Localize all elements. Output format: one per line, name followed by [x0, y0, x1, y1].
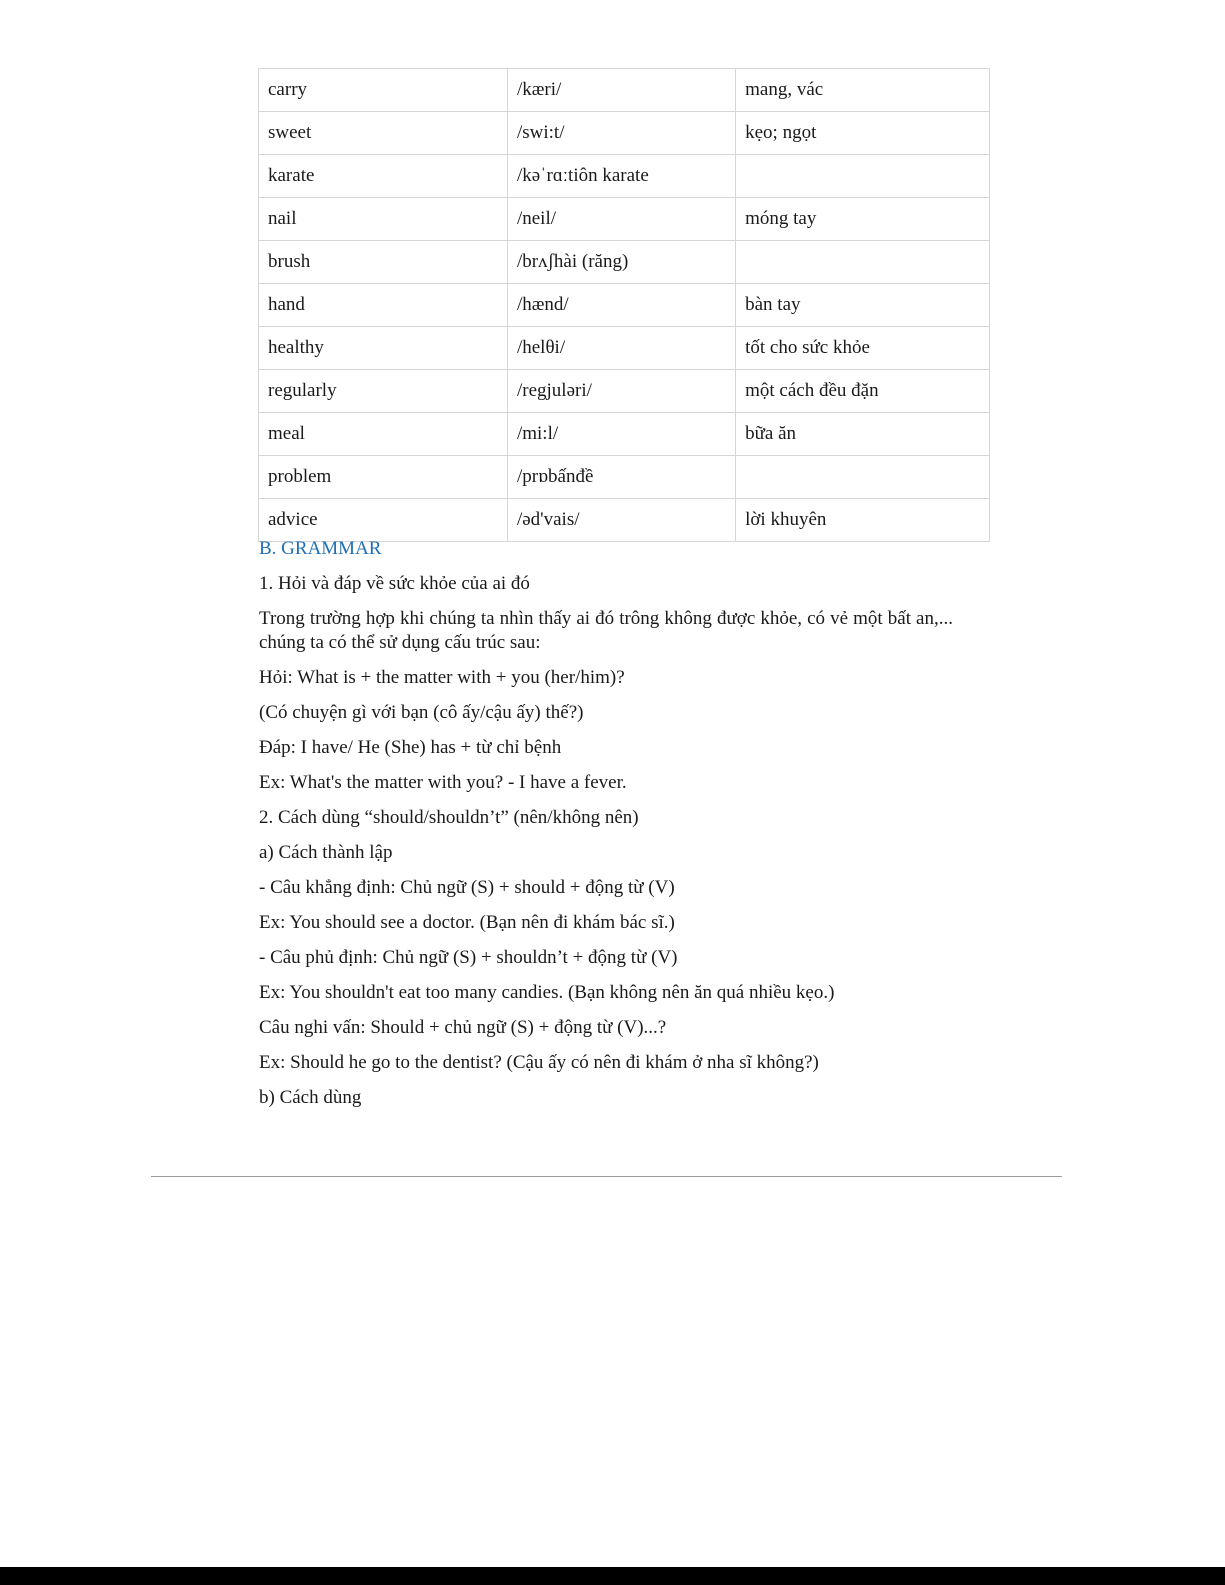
word-cell: healthy	[259, 327, 508, 370]
paragraph: Trong trường hợp khi chúng ta nhìn thấy ai đó trông không được khỏe, có vẻ một bất an,... chúng ta có thể sử dụng cấu trúc sau:	[259, 608, 953, 653]
table-row	[259, 198, 990, 241]
table-row	[259, 241, 990, 284]
meaning-cell	[736, 241, 990, 284]
subheading-health-questions: 1. Hỏi và đáp về sức khỏe của ai đó	[259, 573, 530, 594]
table-row	[259, 155, 990, 198]
ipa-cell: /mi:l/	[507, 413, 735, 456]
example: Ex: Should he go to the dentist? (Cậu ấy có nên đi khám ở nha sĩ không?)	[259, 1052, 819, 1073]
ipa-cell: /neil/	[507, 198, 735, 241]
example: Ex: You shouldn't eat too many candies. (Bạn không nên ăn quá nhiều kẹo.)	[259, 982, 835, 1003]
subheading-should: 2. Cách dùng “should/shouldn’t” (nên/không nên)	[259, 807, 639, 828]
meaning-cell: tốt cho sức khỏe	[736, 327, 990, 370]
table-row	[259, 499, 990, 542]
paragraph: Câu nghi vấn: Should + chủ ngữ (S) + động từ (V)...?	[259, 1017, 667, 1038]
paragraph: a) Cách thành lập	[259, 842, 393, 863]
word-cell: problem	[259, 456, 508, 499]
meaning-cell	[736, 456, 990, 499]
paragraph: - Câu phủ định: Chủ ngữ (S) + shouldn’t + động từ (V)	[259, 947, 678, 968]
word-cell: brush	[259, 241, 508, 284]
paragraph: (Có chuyện gì với bạn (cô ấy/cậu ấy) thế?)	[259, 702, 584, 723]
example: Ex: You should see a doctor. (Bạn nên đi khám bác sĩ.)	[259, 912, 675, 933]
ipa-cell: /əd'vais/	[507, 499, 735, 542]
section-heading: B. GRAMMAR	[259, 538, 382, 559]
table-row	[259, 370, 990, 413]
ipa-cell: /helθi/	[507, 327, 735, 370]
meaning-cell: móng tay	[736, 198, 990, 241]
word-cell: karate	[259, 155, 508, 198]
paragraph: b) Cách dùng	[259, 1087, 362, 1108]
meaning-cell: mang, vác	[736, 69, 990, 112]
word-cell: carry	[259, 69, 508, 112]
word-cell: advice	[259, 499, 508, 542]
word-cell: regularly	[259, 370, 508, 413]
word-cell: nail	[259, 198, 508, 241]
meaning-cell: kẹo; ngọt	[736, 112, 990, 155]
paragraph: Hỏi: What is + the matter with + you (her/him)?	[259, 667, 625, 688]
page-divider	[151, 1176, 1062, 1177]
ipa-cell: /swi:t/	[507, 112, 735, 155]
paragraph: - Câu khẳng định: Chủ ngữ (S) + should + động từ (V)	[259, 877, 675, 898]
meaning-cell	[736, 155, 990, 198]
ipa-cell: /regjuləri/	[507, 370, 735, 413]
ipa-cell: /prɒbấnđề	[507, 456, 735, 499]
paragraph: Đáp: I have/ He (She) has + từ chỉ bệnh	[259, 737, 562, 758]
word-cell: meal	[259, 413, 508, 456]
table-row	[259, 456, 990, 499]
grammar-section	[259, 537, 953, 1110]
meaning-cell: bàn tay	[736, 284, 990, 327]
meaning-cell: một cách đều đặn	[736, 370, 990, 413]
word-cell: hand	[259, 284, 508, 327]
example: Ex: What's the matter with you? - I have a fever.	[259, 772, 627, 793]
ipa-cell: /kəˈrɑːtiôn karate	[507, 155, 735, 198]
table-row	[259, 69, 990, 112]
meaning-cell: lời khuyên	[736, 499, 990, 542]
table-row	[259, 284, 990, 327]
table-row	[259, 112, 990, 155]
ipa-cell: /brʌʃhài (răng)	[507, 241, 735, 284]
table-row	[259, 413, 990, 456]
ipa-cell: /hænd/	[507, 284, 735, 327]
page-bottom-edge	[0, 1567, 1225, 1585]
word-cell: sweet	[259, 112, 508, 155]
meaning-cell: bữa ăn	[736, 413, 990, 456]
ipa-cell: /kæri/	[507, 69, 735, 112]
table-row	[259, 327, 990, 370]
vocabulary-table	[258, 68, 990, 542]
